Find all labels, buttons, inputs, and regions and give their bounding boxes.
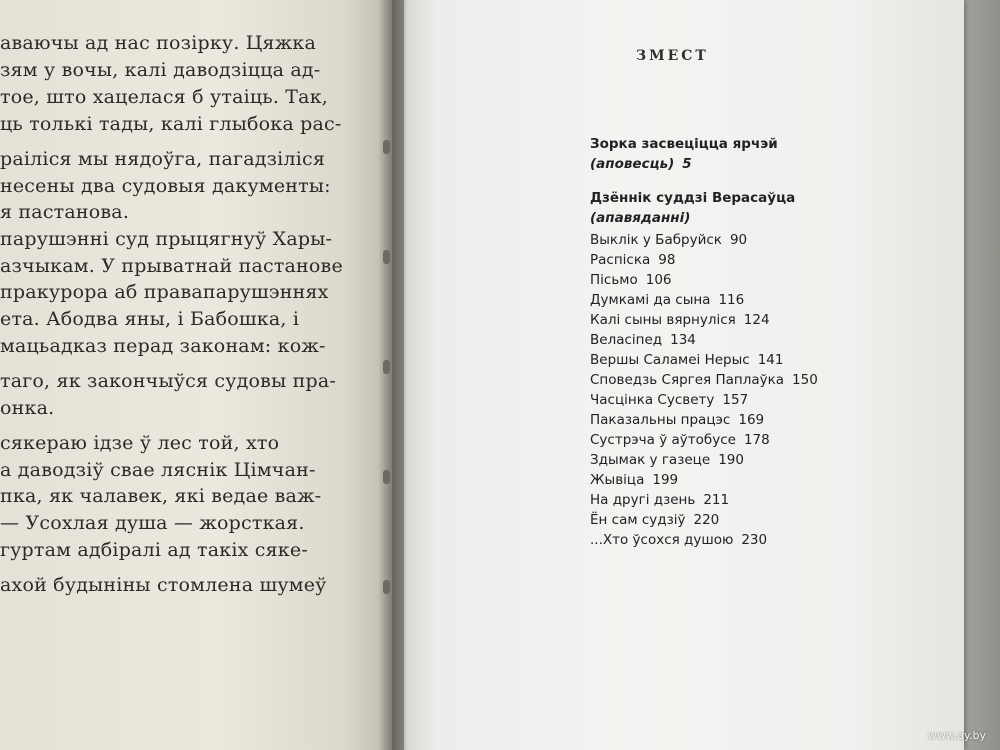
body-text-line: раіліся мы нядоўга, пагадзіліся bbox=[0, 148, 326, 170]
toc-entry-title: Пісьмо bbox=[590, 272, 638, 288]
toc-entry-page: 134 bbox=[670, 332, 696, 348]
body-text-line: аваючы ад нас позірку. Цяжка bbox=[0, 32, 317, 54]
toc-entry-title: Часцінка Сусвету bbox=[590, 392, 715, 408]
toc-entry bbox=[590, 272, 672, 288]
toc-entry bbox=[590, 352, 783, 368]
toc-entry-page: 5 bbox=[682, 156, 692, 172]
toc-entry bbox=[590, 432, 770, 448]
toc-entry bbox=[590, 312, 770, 328]
toc-entry bbox=[590, 412, 764, 428]
body-text-line: а даводзіў свае ляснік Цімчан- bbox=[0, 459, 316, 481]
right-page bbox=[404, 0, 964, 750]
toc-entry-title: На другі дзень bbox=[590, 492, 696, 508]
toc-entry-page: 157 bbox=[722, 392, 749, 408]
toc-entry bbox=[590, 292, 744, 308]
body-text-line: тое, што хацелася б утаіць. Так, bbox=[0, 86, 329, 108]
toc-entry-page: 106 bbox=[645, 272, 672, 288]
toc-heading: ЗМЕСТ bbox=[636, 48, 709, 64]
toc-entry-title: Здымак у газеце bbox=[590, 452, 711, 468]
body-text-line: пка, як чалавек, які ведае важ- bbox=[0, 485, 322, 507]
body-text-line: гуртам адбіралі ад такіх сяке- bbox=[0, 539, 308, 561]
book-gutter bbox=[378, 0, 408, 750]
toc-entry bbox=[590, 190, 795, 206]
body-text-line: — Усохлая душа — жорсткая. bbox=[0, 512, 305, 534]
body-text-line: таго, як закончыўся судовы пра- bbox=[0, 370, 337, 392]
body-text-line: несены два судовыя дакументы: bbox=[0, 175, 331, 197]
binding-stitch bbox=[383, 470, 390, 484]
toc-entry-page: 220 bbox=[693, 512, 720, 528]
toc-entry bbox=[590, 512, 719, 528]
toc-entry-title: ...Хто ўсохся душою bbox=[590, 532, 734, 548]
body-text-line: ць толькі тады, калі глыбока рас- bbox=[0, 113, 342, 135]
body-text-line: азчыкам. У прыватнай пастанове bbox=[0, 255, 343, 277]
toc-entry-title: Сустрэча ў аўтобусе bbox=[590, 432, 736, 448]
toc-entry-page: 199 bbox=[652, 472, 679, 488]
toc-entry bbox=[590, 232, 747, 248]
toc-entry-title: (аповесць) bbox=[590, 156, 675, 172]
toc-entry-page: 150 bbox=[792, 372, 818, 388]
toc-entry-page: 90 bbox=[729, 232, 748, 248]
toc-entry-page: 230 bbox=[741, 532, 768, 548]
toc-entry bbox=[590, 210, 690, 226]
toc-entry-page: 141 bbox=[757, 352, 784, 368]
toc-entry bbox=[590, 156, 692, 172]
toc-entry bbox=[590, 492, 729, 508]
toc-entry-title: Дзённік суддзі Верасаўца bbox=[590, 190, 796, 206]
left-page bbox=[0, 0, 392, 750]
toc-entry bbox=[590, 452, 744, 468]
body-text-line: сякераю ідзе ў лес той, хто bbox=[0, 432, 280, 454]
toc-entry bbox=[590, 252, 675, 268]
binding-stitch bbox=[383, 250, 390, 264]
toc-entry bbox=[590, 136, 778, 152]
toc-entry-page: 169 bbox=[738, 412, 765, 428]
toc-entry-title: Выклік у Бабруйск bbox=[590, 232, 722, 248]
body-text-line: онка. bbox=[0, 397, 55, 419]
toc-entry-title: (апавяданні) bbox=[590, 210, 691, 226]
body-text-line: я пастанова. bbox=[0, 201, 130, 223]
toc-entry-title: Ён сам судзіў bbox=[590, 512, 686, 528]
toc-entry-page: 98 bbox=[658, 252, 676, 268]
toc-entry-title: Калі сыны вярнуліся bbox=[590, 312, 736, 328]
toc-entry-title: Жывіца bbox=[590, 472, 645, 488]
toc-entry-title: Веласіпед bbox=[590, 332, 663, 348]
toc-entry-title: Споведзь Сяргея Паплаўка bbox=[590, 372, 785, 388]
toc-entry bbox=[590, 332, 696, 348]
toc-entry-title: Распіска bbox=[590, 252, 651, 268]
toc-entry-page: 116 bbox=[718, 292, 745, 308]
toc-entry-page: 190 bbox=[718, 452, 744, 468]
binding-stitch bbox=[383, 360, 390, 374]
toc-entry-page: 211 bbox=[703, 492, 730, 508]
toc-entry-page: 178 bbox=[743, 432, 770, 448]
toc-entry-title: Зорка засвеціцца ярчэй bbox=[590, 136, 778, 152]
toc-entry-title: Паказальны працэс bbox=[590, 412, 731, 428]
binding-stitch bbox=[383, 140, 390, 154]
body-text-line: ета. Абодва яны, і Бабошка, і bbox=[0, 308, 300, 330]
body-text-line: пракурора аб правапарушэннях bbox=[0, 281, 329, 303]
toc-entry-title: Вершы Саламеі Нерыс bbox=[590, 352, 750, 368]
body-text-line: ахой будыніны стомлена шумеў bbox=[0, 574, 327, 596]
toc-entry-title: Думкамі да сына bbox=[590, 292, 711, 308]
toc-entry bbox=[590, 532, 767, 548]
toc-entry bbox=[590, 392, 748, 408]
toc-entry bbox=[590, 472, 678, 488]
binding-stitch bbox=[383, 580, 390, 594]
body-text-line: мацьадказ перад законам: кож- bbox=[0, 335, 326, 357]
watermark: www.ay.by bbox=[927, 729, 986, 742]
body-text-line: зям у вочы, калі даводзіцца ад- bbox=[0, 59, 321, 81]
body-text-line: парушэнні суд прыцягнуў Хары- bbox=[0, 228, 333, 250]
toc-entry bbox=[590, 372, 818, 388]
toc-entry-page: 124 bbox=[743, 312, 770, 328]
